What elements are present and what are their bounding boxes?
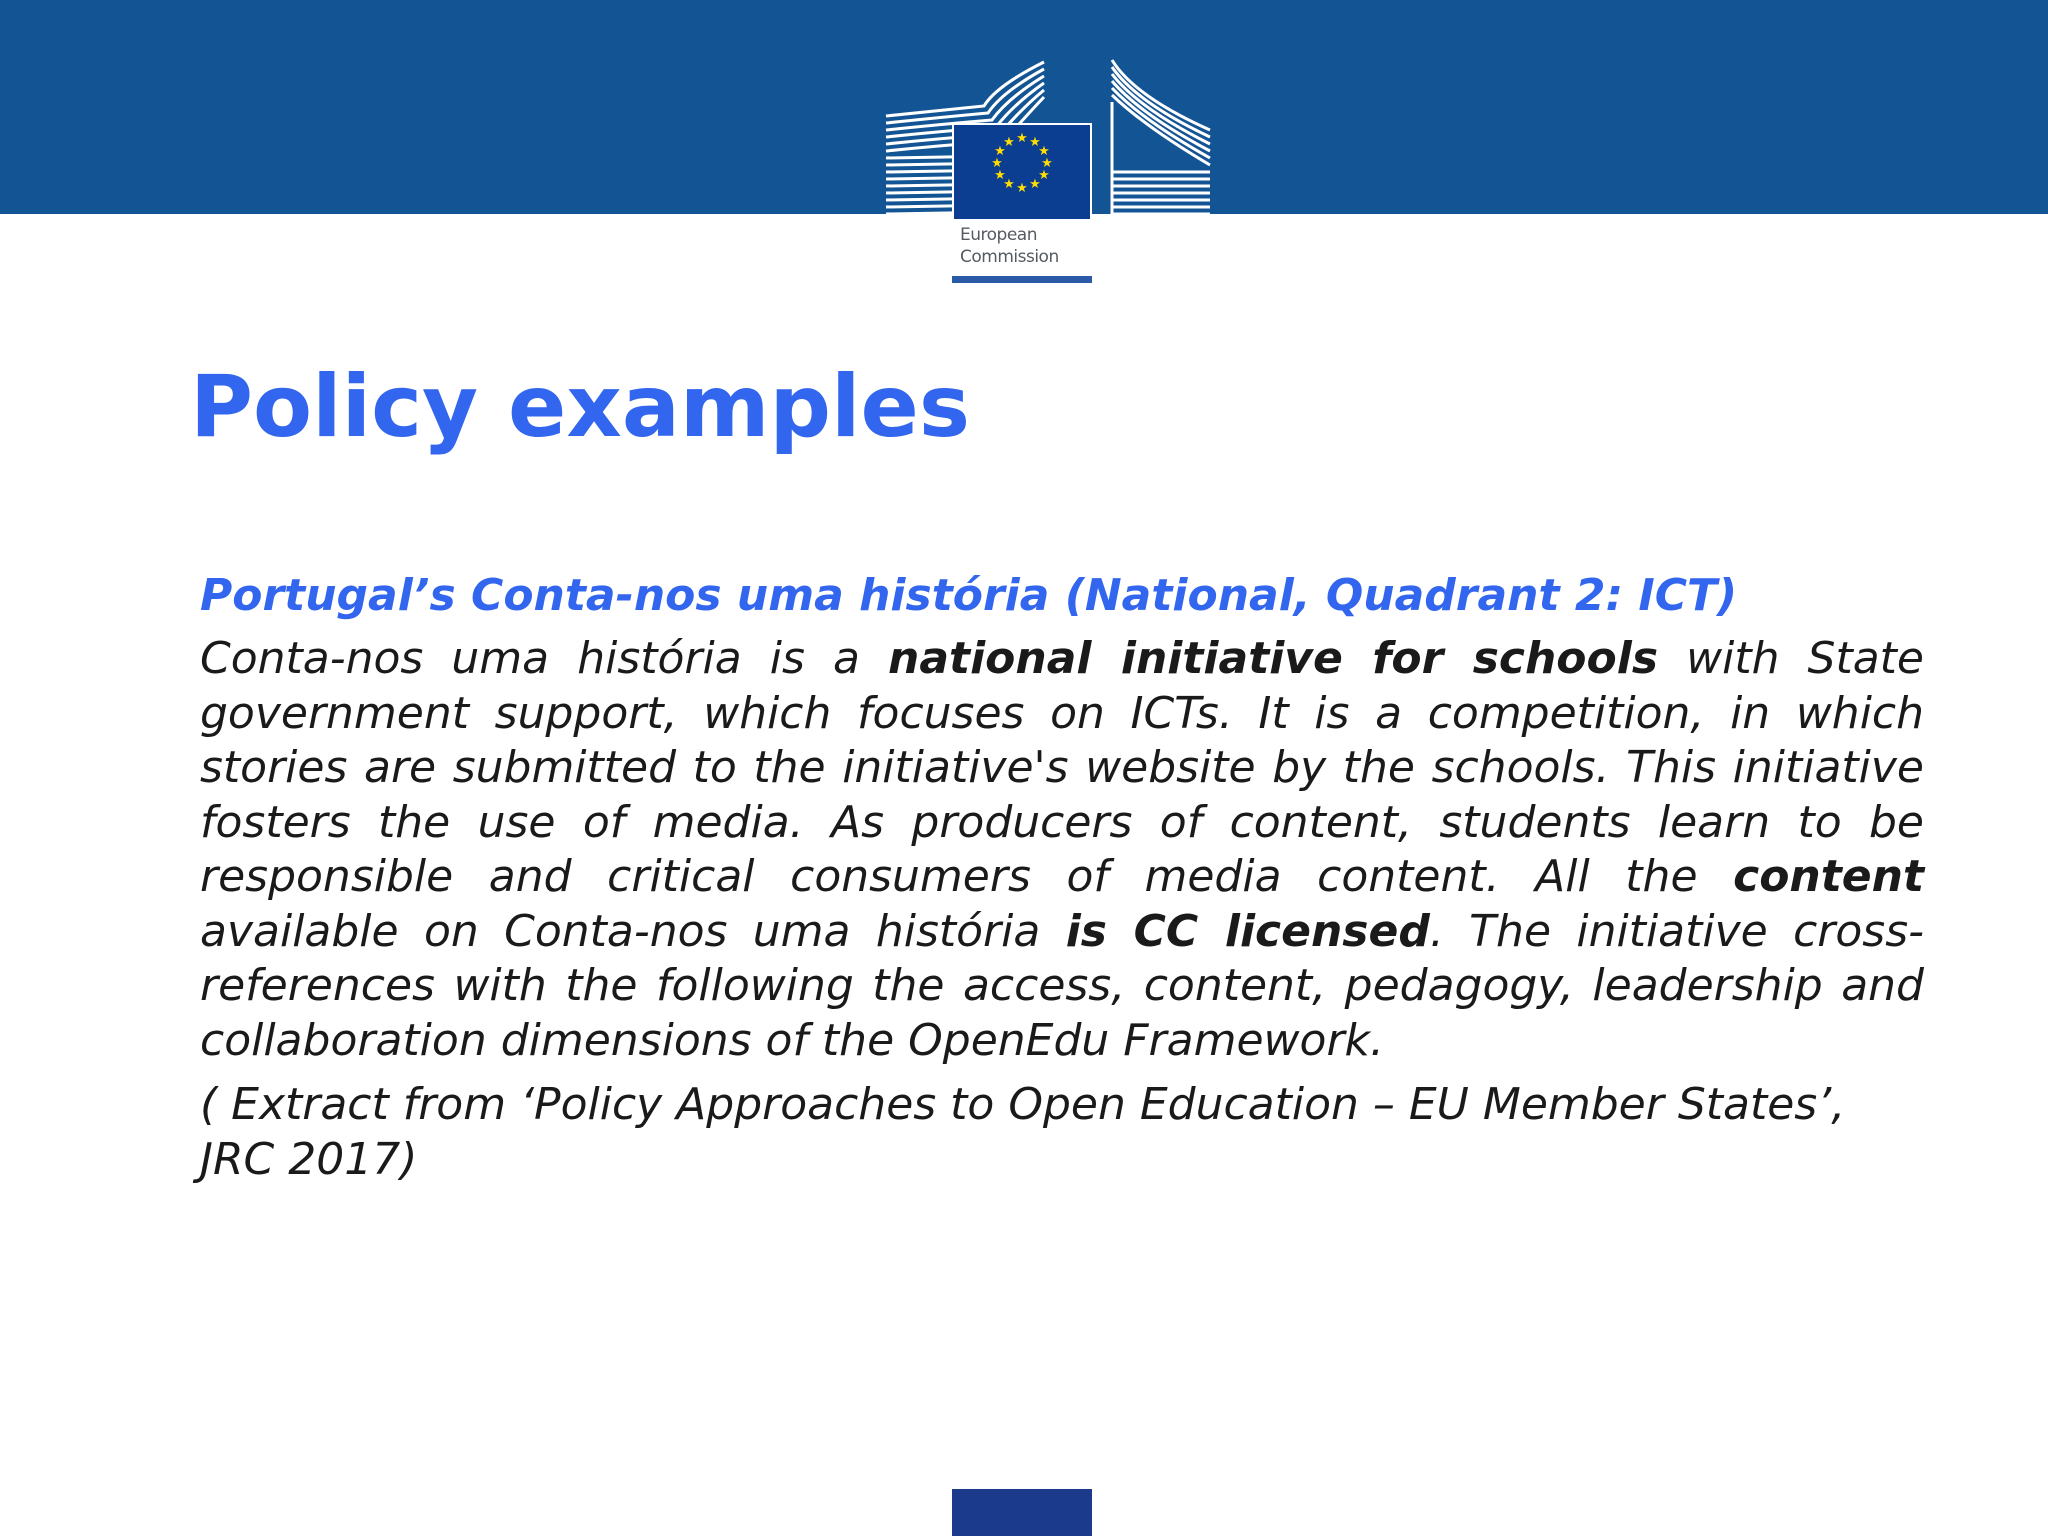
svg-text:★: ★: [1003, 135, 1015, 150]
svg-text:★: ★: [1029, 177, 1041, 192]
logo-underline: [952, 276, 1092, 283]
svg-text:★: ★: [1041, 156, 1053, 171]
logo-caption-line1: European: [960, 225, 1037, 245]
policy-subtitle: Portugal’s Conta-nos uma história (National, Quadrant 2: ICT): [200, 570, 1738, 621]
svg-text:★: ★: [1038, 168, 1050, 183]
svg-text:★: ★: [1029, 135, 1041, 150]
footer-tab: [952, 1489, 1092, 1536]
source-citation: ( Extract from ‘Policy Approaches to Open Education – EU Member States’, JRC 2017): [200, 1079, 1846, 1185]
svg-text:★: ★: [1003, 177, 1015, 192]
body-text-1: Conta-nos uma história is a: [200, 633, 889, 684]
svg-text:★: ★: [1038, 144, 1050, 159]
svg-text:★: ★: [1016, 181, 1028, 196]
svg-text:★: ★: [1016, 131, 1028, 146]
logo-caption: [960, 224, 1090, 268]
svg-text:★: ★: [991, 156, 1003, 171]
body-text-3: available on Conta-nos uma história: [200, 905, 1066, 957]
svg-text:★: ★: [994, 168, 1006, 183]
body-bold-3: is CC licensed: [1065, 905, 1430, 957]
body-text-4: . The initiative cross-references with the following the access, content, pedagogy, leadership and collaboration dimensions of the OpenEdu Framework.: [200, 905, 1924, 1066]
slide-title: Policy examples: [190, 357, 971, 457]
body-bold-1: national initiative for schools: [888, 633, 1659, 684]
berlaymont-building-right-icon: [1112, 60, 1210, 214]
logo-caption-line2: Commission: [960, 247, 1059, 267]
policy-description: [200, 632, 1924, 1068]
slide-content: [200, 566, 1924, 1187]
svg-text:★: ★: [994, 144, 1006, 159]
body-text-2: with State government support, which focuses on ICTs. It is a competition, in which stories are submitted to the initiative's website by the schools. This initiative fosters the use of media. As producers of content, students learn to be responsible and critical consumers of media content. All the: [200, 633, 1924, 902]
body-bold-2: content: [1733, 851, 1924, 902]
